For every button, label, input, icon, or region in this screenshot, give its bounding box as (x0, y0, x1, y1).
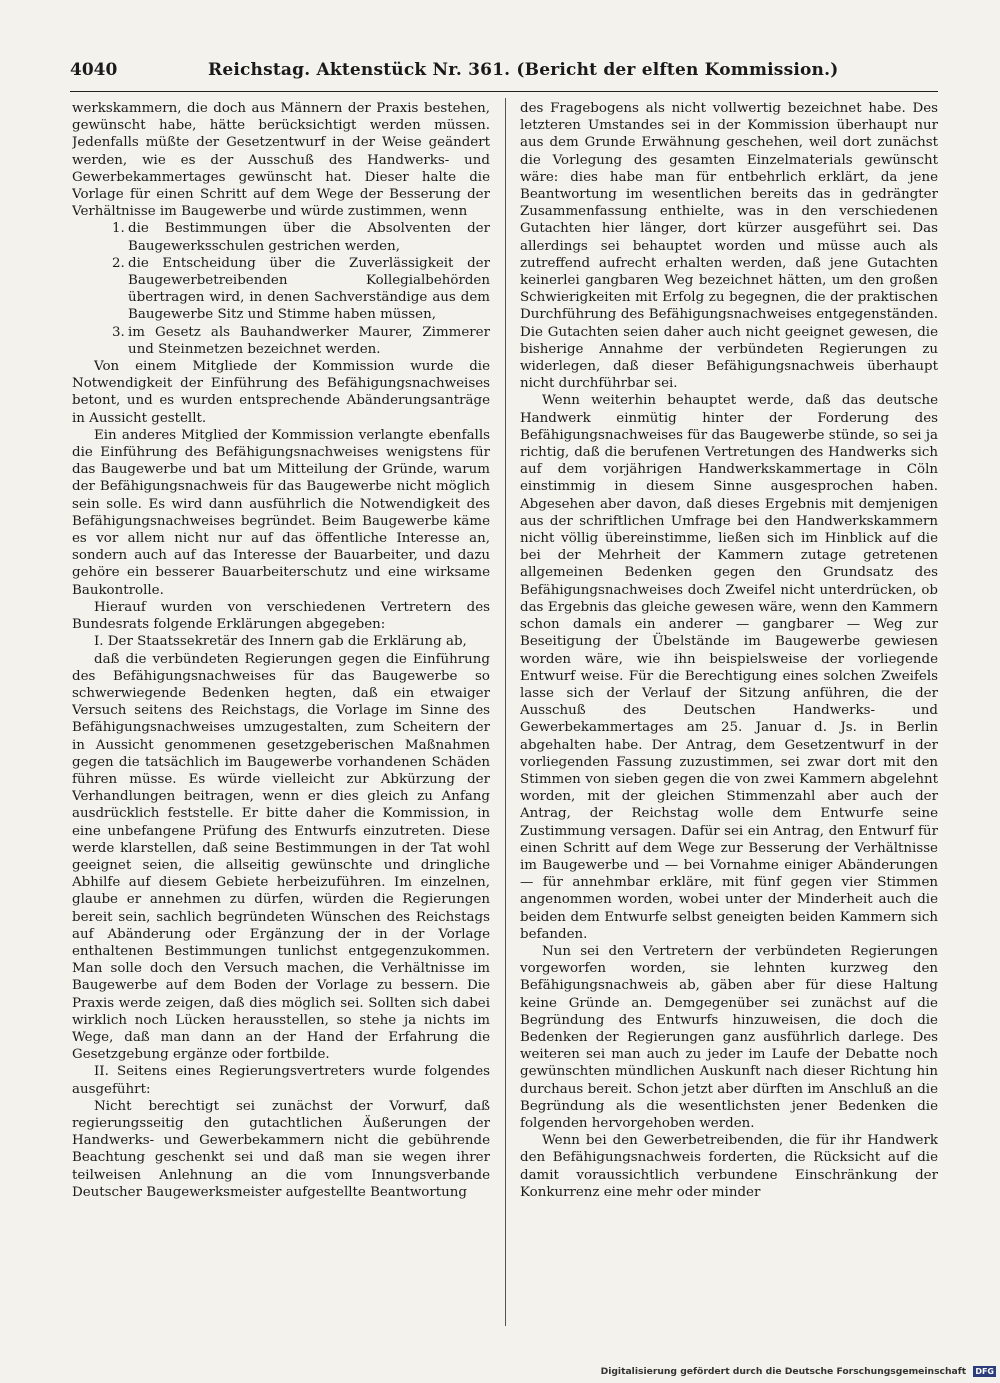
paragraph: Von einem Mitgliede der Kommission wurde die Notwendigkeit der Einführung des Befähigungsnachweises betont, und es wurden entsprechende Abänderungsanträge in Aussicht gestellt. (72, 359, 490, 426)
paragraph: daß die verbündeten Regierungen gegen die Einführung des Befähigungsnachweises für das Baugewerbe so schwerwiegende Bedenken hegten, daß ein etwaiger Versuch seitens des Reichstags, die Vorlage im Sinne des Befähigungsnachweises umzugestalten, zum Scheitern der in Aussicht genommenen gesetzgeberischen Maßnahmen gegen die tatsächlich im Baugewerbe vorhandenen Schäden führen müsse. Es würde vielleicht zur Abkürzung der Verhandlungen beitragen, wenn er dies gleich zu Anfang ausdrücklich feststelle. Er bitte daher die Kommission, in eine unbefangene Prüfung des Entwurfs einzutreten. Diese werde klarstellen, daß seine Bestimmungen in der Tat wohl geeignet seien, die allseitig gewünschte und dringliche Abhilfe auf diesem Gebiete herbeizuführen. Im einzelnen, glaube er annehmen zu dürfen, würden die Regierungen bereit sein, sachlich begründeten Wünschen des Reichstags auf Abänderung oder Ergänzung der in der Vorlage enthaltenen Bestimmungen tunlichst entgegenzukommen. Man solle doch den Versuch machen, die Verhältnisse im Baugewerbe auf dem Boden der Vorlage zu bessern. Die Praxis werde zeigen, daß dies möglich sei. Sollten sich dabei wirklich noch Lücken herausstellen, so stehe ja nichts im Wege, daß man dann an der Hand der Erfahrung die Gesetzgebung ergänze oder fortbilde. (72, 651, 490, 1063)
list-item-number: 2. (112, 255, 125, 271)
running-head: Reichstag. Aktenstück Nr. 361. (Bericht der elften Kommission.) (208, 60, 839, 80)
list-item-number: 3. (112, 324, 125, 340)
page-header (70, 60, 938, 86)
list-item (112, 255, 490, 324)
right-column (520, 100, 938, 1325)
list-item (112, 324, 490, 358)
footer-credit (600, 1366, 996, 1380)
list-item-text: im Gesetz als Bauhandwerker Maurer, Zimmerer und Steinmetzen bezeichnet werden. (128, 324, 490, 357)
paragraph: Nicht berechtigt sei zunächst der Vorwurf, daß regierungsseitig den gutachtlichen Äußerungen der Handwerks- und Gewerbekammern nicht die gebührende Beachtung geschenkt sei und daß man sie wegen ihrer teilweisen Anlehnung an die vom Innungsverbande Deutscher Baugewerksmeister aufgestellte Beantwortung (72, 1098, 490, 1200)
paragraph: des Fragebogens als nicht vollwertig bezeichnet habe. Des letzteren Umstandes sei in der Kommission überhaupt nur aus dem Grunde Erwähnung geschehen, weil dort zunächst die Vorlegung des gesamten Einzelmaterials gewünscht wäre: dies habe man für entbehrlich erklärt, da jene Beantwortung im wesentlichen bereits das in gedrängter Zusammenfassung enthielte, was in den verschiedenen Gutachten hier länger, dort kürzer ausgeführt sei. Das allerdings sei behauptet worden und müsse auch als zutreffend aufrecht erhalten werden, daß jene Gutachten keinerlei gangbaren Weg bezeichnet hätten, um den großen Schwierigkeiten mit Erfolg zu begegnen, die der praktischen Durchführung des Befähigungsnachweises entgegenständen. Die Gutachten seien daher auch nicht geeignet gewesen, die bisherige Annahme der verbündeten Regierungen zu widerlegen, daß dieser Befähigungsnachweis überhaupt nicht durchführbar sei. (520, 101, 938, 392)
paragraph: Hierauf wurden von verschiedenen Vertretern des Bundesrats folgende Erklärungen abgegeben: (72, 599, 490, 633)
paragraph: I. Der Staatssekretär des Innern gab die Erklärung ab, (94, 634, 467, 650)
column-divider (505, 98, 506, 1326)
paragraph: Nun sei den Vertretern der verbündeten Regierungen vorgeworfen worden, sie lehnten kurzweg den Befähigungsnachweis ab, gäben aber für diese Haltung keine Gründe an. Demgegenüber sei zunächst auf die Begründung des Entwurfs hinzuweisen, die doch die Bedenken der Regierungen ganz ausführlich darlege. Des weiteren sei man auch zu jeder im Laufe der Debatte noch gewünschten mündlichen Auskunft nach dieser Richtung hin durchaus bereit. Schon jetzt aber dürften im Anschluß an die Begründung als die wesentlichsten jener Bedenken die folgenden hervorgehoben werden. (520, 943, 938, 1131)
dfg-logo: DFG (975, 1367, 994, 1376)
list-item-number: 1. (112, 221, 125, 237)
credit-text: Digitalisierung gefördert durch die Deutsche Forschungsgemeinschaft (600, 1366, 967, 1377)
paragraph: Ein anderes Mitglied der Kommission verlangte ebenfalls die Einführung des Befähigungsnachweises wenigstens für das Baugewerbe und bat um Mitteilung der Gründe, warum der Befähigungsnachweis für das Baugewerbe nicht möglich sein solle. Es wird dann ausführlich die Notwendigkeit des Befähigungsnachweises begründet. Beim Baugewerbe käme es vor allem nicht nur auf das öffentliche Interesse an, sondern auch auf das Interesse der Bauarbeiter, und dazu gehöre ein besserer Bauarbeiterschutz und eine wirksame Baukontrolle. (72, 427, 490, 598)
header-rule (70, 91, 938, 92)
list-item-text: die Bestimmungen über die Absolventen der Baugewerksschulen gestrichen werden, (128, 221, 490, 254)
paragraph: Wenn weiterhin behauptet werde, daß das deutsche Handwerk einmütig hinter der Forderung des Befähigungsnachweises für das Baugewerbe stünde, so sei ja richtig, daß die berufenen Vertretungen des Handwerks sich auf dem vorjährigen Handwerkskammertage in Cöln einstimmig in diesem Sinne ausgesprochen haben. Abgesehen aber davon, daß dieses Ergebnis mit demjenigen aus der schriftlichen Umfrage bei den Handwerkskammern nicht völlig übereinstimme, ließen sich im Hinblick auf die bei der Mehrheit der Kammern zutage getretenen allgemeinen Bedenken gegen den Grundsatz des Befähigungsnachweises doch Zweifel nicht unterdrücken, ob das Ergebnis das gleiche gewesen wäre, wenn den Kammern schon damals ein anderer — gangbarer — Weg zur Beseitigung der Übelstände im Baugewerbe gewiesen worden wäre, wie ihn beispielsweise der vorliegende Entwurf weise. Für die Berechtigung eines solchen Zweifels lasse sich der Verlauf der Sitzung anführen, die der Ausschuß des Deutschen Handwerks- und Gewerbekammertages am 25. Januar d. Js. in Berlin abgehalten habe. Der Antrag, dem Gesetzentwurf in der vorliegenden Fassung zuzustimmen, sei zwar dort mit den Stimmen von sieben gegen die von zwei Kammern abgelehnt worden, mit der gleichen Stimmenzahl aber auch der Antrag, der Reichstag wolle dem Entwurfe seine Zustimmung versagen. Dafür sei ein Antrag, den Entwurf für einen Schritt auf dem Wege zur Besserung der Verhältnisse im Baugewerbe und — bei Vornahme einiger Abänderungen — für annehmbar erkläre, mit fünf gegen vier Stimmen angenommen worden, wobei unter der Minderheit auch die beiden dem Entwurfe selbst geneigten beiden Kammern sich befanden. (520, 393, 938, 942)
left-column (72, 100, 490, 1325)
list-item-text: die Entscheidung über die Zuverlässigkeit der Baugewerbetreibenden Kollegialbehörden übertragen wird, in denen Sachverständige aus dem Baugewerbe Sitz und Stimme haben müssen, (128, 255, 490, 323)
paragraph: Wenn bei den Gewerbetreibenden, die für ihr Handwerk den Befähigungsnachweis forderten, die Rücksicht auf die damit voraussichtlich verbundene Einschränkung der Konkurrenz eine mehr oder minder (520, 1133, 938, 1200)
list-item (112, 220, 490, 254)
paragraph: II. Seitens eines Regierungsvertreters wurde folgendes ausgeführt: (72, 1064, 490, 1097)
page-number: 4040 (70, 60, 118, 80)
paragraph: werkskammern, die doch aus Männern der Praxis bestehen, gewünscht habe, hätte berücksichtigt werden müssen. Jedenfalls müßte der Gesetzentwurf in der Weise geändert werden, wie es der Ausschuß des Handwerks- und Gewerbekammertages gewünscht hat. Dieser halte die Vorlage für einen Schritt auf dem Wege der Besserung der Verhältnisse im Baugewerbe und würde zustimmen, wenn (72, 101, 490, 220)
